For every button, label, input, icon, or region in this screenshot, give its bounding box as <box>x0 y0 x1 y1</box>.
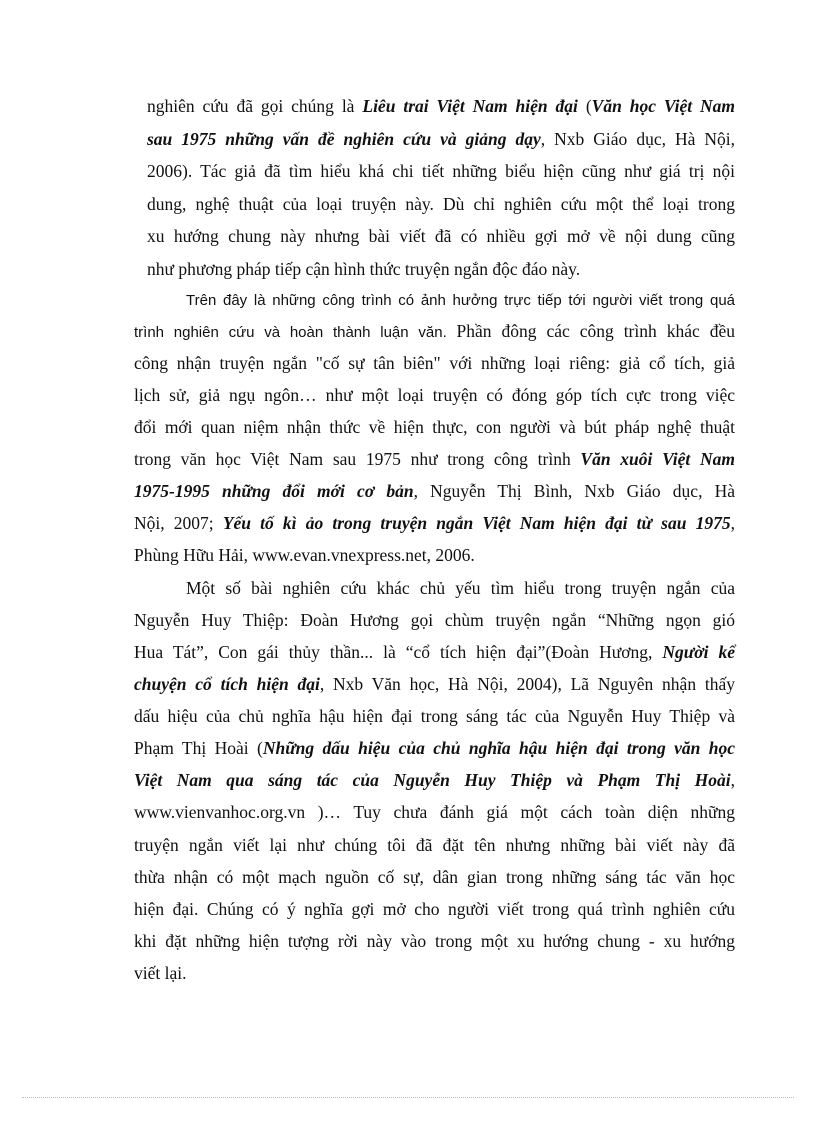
book-title: Việt Nam qua sáng tác của Nguyễn Huy Thiệp và Phạm Thị Hoài <box>134 770 731 790</box>
book-title: sau 1975 những vấn đề nghiên cứu và giảng dạy <box>147 129 541 149</box>
book-title: Liêu trai Việt Nam hiện đại <box>362 96 578 116</box>
book-title: 1975-1995 những đổi mới cơ bản <box>134 481 414 501</box>
book-title: Người kể <box>662 642 735 662</box>
text-line: Nguyễn Huy Thiệp: Đoàn Hương gọi chùm truyện ngắn “Những ngọn gió <box>134 610 735 630</box>
text-line: thừa nhận có một mạch nguồn cố sự, dân gian trong những sáng tác văn học <box>134 867 735 887</box>
text-line: 2006). Tác giả đã tìm hiểu khá chi tiết những biểu hiện cũng như giá trị nội <box>147 161 735 181</box>
text-line: Nội, 2007; Yếu tố kì ảo trong truyện ngắn Việt Nam hiện đại từ sau 1975, <box>134 513 735 533</box>
text-line: truyện ngắn viết lại như chúng tôi đã đặt tên nhưng những bài viết này đã <box>134 835 735 855</box>
text-line: đổi mới quan niệm nhận thức về hiện thực, con người và bút pháp nghệ thuật <box>134 417 735 437</box>
text-line: Trên đây là những công trình có ảnh hưởng trực tiếp tới người viết trong quá <box>186 292 735 309</box>
text-line: chuyện cổ tích hiện đại, Nxb Văn học, Hà Nội, 2004), Lã Nguyên nhận thấy <box>134 674 735 694</box>
book-title: Văn học Việt Nam <box>591 96 736 116</box>
text-line: trong văn học Việt Nam sau 1975 như trong công trình Văn xuôi Việt Nam <box>134 449 736 469</box>
text-line: Phạm Thị Hoài (Những dấu hiệu của chủ nghĩa hậu hiện đại trong văn học <box>134 738 735 758</box>
text-line: công nhận truyện ngắn "cố sự tân biên" với những loại riêng: giả cổ tích, giả <box>134 353 735 373</box>
text-line: dung, nghệ thuật của loại truyện này. Dù chỉ nghiên cứu một thể loại trong <box>147 194 735 214</box>
book-title: chuyện cổ tích hiện đại <box>134 674 320 694</box>
book-title: Văn xuôi Việt Nam <box>580 449 736 469</box>
text-line: Phùng Hữu Hải, www.evan.vnexpress.net, 2006. <box>134 545 475 565</box>
book-title: Những dấu hiệu của chủ nghĩa hậu hiện đại trong văn học <box>262 738 735 758</box>
text-line: 1975-1995 những đổi mới cơ bản, Nguyễn Thị Bình, Nxb Giáo dục, Hà <box>134 481 735 501</box>
text-line: viết lại. <box>134 963 187 983</box>
text-line: Việt Nam qua sáng tác của Nguyễn Huy Thiệp và Phạm Thị Hoài, <box>134 770 735 790</box>
text-line: sau 1975 những vấn đề nghiên cứu và giảng dạy, Nxb Giáo dục, Hà Nội, <box>147 129 736 149</box>
page-bottom-divider <box>22 1097 794 1098</box>
text-line: www.vienvanhoc.org.vn )… Tuy chưa đánh giá một cách toàn diện những <box>134 802 735 822</box>
text-line: xu hướng chung này nhưng bài viết đã có nhiều gợi mở về nội dung cũng <box>147 226 735 246</box>
text-line: hiện đại. Chúng có ý nghĩa gợi mở cho người viết trong quá trình nghiên cứu <box>134 899 735 919</box>
text-line: nghiên cứu đã gọi chúng là Liêu trai Việt Nam hiện đại (Văn học Việt Nam <box>147 96 736 116</box>
text-line: như phương pháp tiếp cận hình thức truyện ngắn độc đáo này. <box>147 259 581 279</box>
text-line: khi đặt những hiện tượng rời này vào trong một xu hướng chung - xu hướng <box>134 931 735 951</box>
book-title: Yếu tố kì ảo trong truyện ngắn Việt Nam hiện đại từ sau 1975 <box>222 513 731 533</box>
text-line: Hua Tát”, Con gái thủy thần... là “cổ tích hiện đại”(Đoàn Hương, Người kể <box>134 642 735 662</box>
text-line: trình nghiên cứu và hoàn thành luận văn. Phần đông các công trình khác đều <box>134 321 735 341</box>
text-line: dấu hiệu của chủ nghĩa hậu hiện đại trong sáng tác của Nguyễn Huy Thiệp và <box>134 706 735 726</box>
text-line: lịch sử, giả ngụ ngôn… như một loại truyện có đóng góp tích cực trong việc <box>134 385 735 405</box>
text-line: Một số bài nghiên cứu khác chủ yếu tìm hiểu trong truyện ngắn của <box>186 578 735 598</box>
